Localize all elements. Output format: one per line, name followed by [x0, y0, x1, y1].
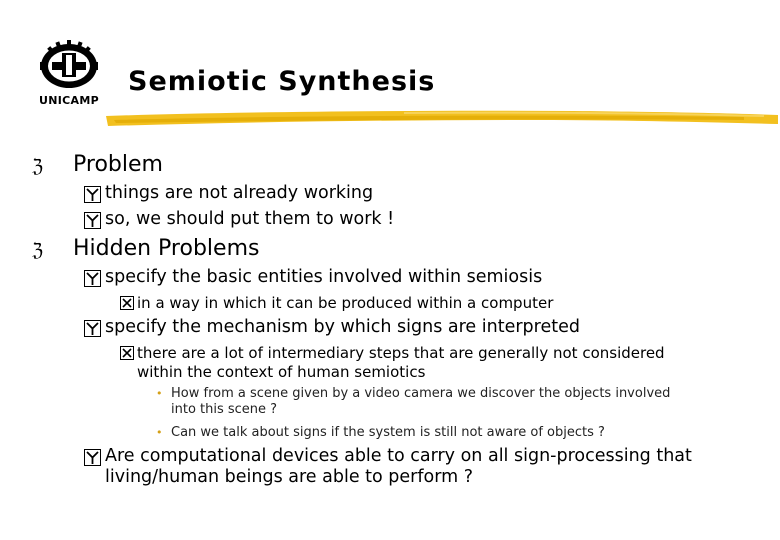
bullet-problem	[32, 152, 163, 177]
bullet-specify-mechanism	[84, 317, 580, 337]
bullet-text-line-1: How from a scene given by a video camera we discover the objects involved	[171, 386, 671, 401]
bullet-text-line-1: Are computational devices able to carry on all sign-processing that	[105, 446, 692, 466]
checkbox-y-bullet-icon	[84, 270, 101, 287]
checkbox-x-bullet-icon	[120, 296, 134, 310]
logo-text: UNICAMP	[39, 94, 99, 107]
bullet-video-camera	[156, 386, 670, 417]
bullet-things	[84, 183, 373, 203]
bullet-text: specify the basic entities involved within semiosis	[105, 267, 543, 287]
bullet-text: Problem	[73, 152, 163, 177]
bullet-text-line-2: living/human beings are able to perform ?	[105, 467, 474, 487]
bullet-text: Hidden Problems	[73, 236, 260, 261]
bullet-intermediary	[120, 344, 665, 381]
checkbox-y-bullet-icon	[84, 449, 101, 466]
checkbox-y-bullet-icon	[84, 186, 101, 203]
checkbox-x-bullet-icon	[120, 346, 134, 360]
bullet-text: specify the mechanism by which signs are interpreted	[105, 317, 580, 337]
bullet-so	[84, 209, 394, 229]
bullet-text: Can we talk about signs if the system is still not aware of objects ?	[171, 425, 605, 440]
bullet-talk-about-signs	[156, 425, 605, 440]
bullet-hidden-problems	[32, 236, 259, 261]
bullet-computational-devices	[84, 446, 692, 487]
bullet-in-a-way	[120, 294, 553, 312]
bullet-specify-entities	[84, 267, 542, 287]
dot-bullet-icon: •	[156, 426, 163, 439]
checkbox-y-bullet-icon	[84, 212, 101, 229]
bullet-text: things are not already working	[105, 183, 374, 203]
bullet-text: in a way in which it can be produced within a computer	[137, 294, 554, 312]
dot-bullet-icon: •	[156, 387, 163, 400]
bullet-text-line-2: into this scene ?	[171, 402, 278, 417]
z-bullet-icon: ℨ	[32, 240, 44, 261]
bullet-text: so, we should put them to work !	[105, 209, 395, 229]
z-bullet-icon: ℨ	[32, 156, 44, 177]
checkbox-y-bullet-icon	[84, 320, 101, 337]
bullet-text-line-1: there are a lot of intermediary steps that are generally not considered	[137, 344, 665, 362]
slide-title: Semiotic Synthesis	[128, 66, 436, 97]
bullet-text-line-2: within the context of human semiotics	[137, 363, 426, 381]
